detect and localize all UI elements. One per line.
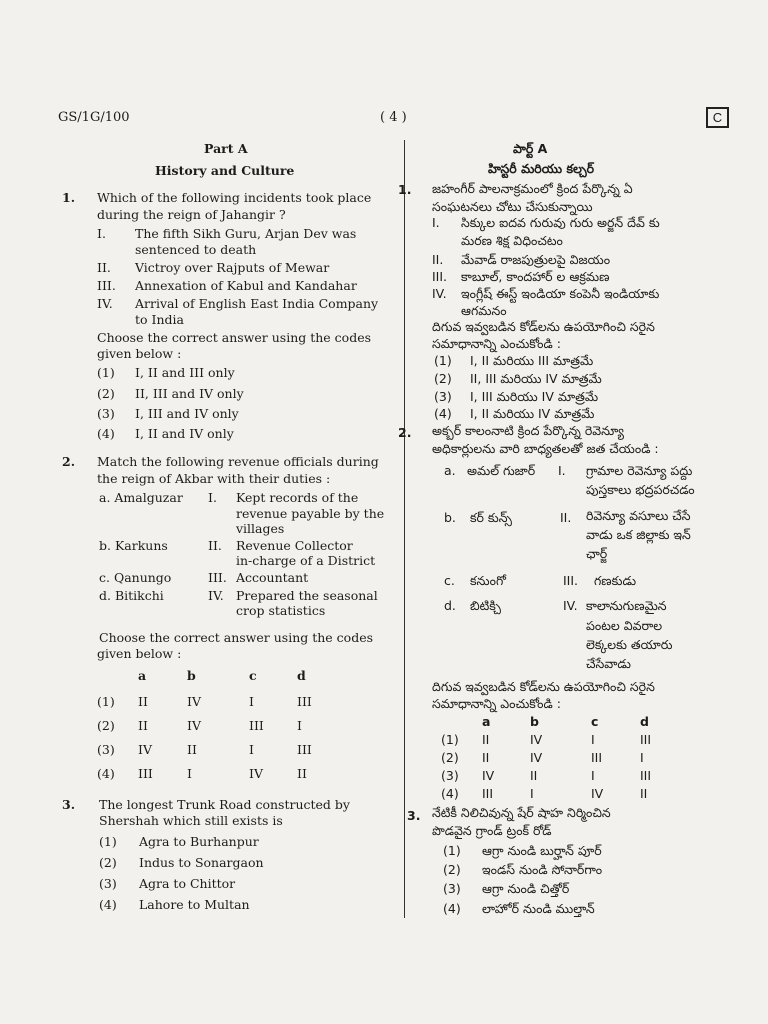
option-number[interactable]: (1)	[441, 732, 459, 747]
part-heading: పార్ట్ A	[513, 141, 548, 156]
option-number[interactable]: (4)	[97, 426, 115, 441]
match-right-text: గ్రామాల రెవెన్యూ పద్దు	[586, 463, 693, 478]
column-divider	[404, 140, 405, 918]
match-right-number: IV.	[563, 598, 578, 613]
statement-text: Victroy over Rajputs of Mewar	[135, 260, 330, 275]
match-left-item: b. Karkuns	[99, 538, 168, 553]
match-right-text: లెక్కలకు తయారు	[586, 637, 673, 652]
code-cell: II	[530, 768, 538, 783]
statement-number: I.	[97, 226, 106, 241]
match-right-number: II.	[208, 538, 222, 553]
code-cell: III	[640, 768, 652, 783]
code-cell: IV	[187, 694, 201, 709]
match-right-text: in-charge of a District	[236, 553, 376, 568]
page-number: ( 4 )	[380, 110, 407, 125]
code-cell: II	[482, 750, 490, 765]
option-number[interactable]: (2)	[434, 371, 452, 386]
code-cell: IV	[249, 766, 263, 781]
match-right-text: రివెన్యూ వసూలు చేసే	[586, 508, 691, 523]
question-text: నేటికీ నిలిచివున్న షేర్ షాహ నిర్మించిన	[432, 805, 611, 820]
option-number[interactable]: (2)	[97, 386, 115, 401]
code-cell: III	[297, 742, 312, 757]
match-right-text: చేసేవాడు	[586, 656, 631, 671]
match-right-number: I.	[558, 463, 566, 478]
code-cell: IV	[187, 718, 201, 733]
statement-text: sentenced to death	[135, 242, 257, 257]
match-right-text: revenue payable by the	[236, 506, 385, 521]
instruction-text: దిగువ ఇవ్వబడిన కోడ్‌లను ఉపయోగించి సరైన	[432, 679, 655, 694]
statement-text: ఇంగ్లీష్ ఈస్ట్ ఇండియా కంపెనీ ఇండియాకు	[461, 286, 660, 301]
option-number[interactable]: (1)	[99, 834, 117, 849]
match-left-item: కనుంగో	[470, 573, 506, 588]
code-cell: III	[138, 766, 153, 781]
question-text: the reign of Akbar with their duties :	[97, 471, 331, 486]
code-cell: I	[530, 786, 534, 801]
instruction-text: Choose the correct answer using the codes	[97, 330, 372, 345]
booklet-series-box: C	[706, 107, 729, 128]
match-left-item: అమల్ గుజార్	[467, 463, 536, 478]
question-text: అక్బర్ కాలంనాటి క్రింద పేర్కొన్న రెవెన్యూ	[432, 423, 624, 438]
question-number: 2.	[398, 425, 412, 440]
code-cell: III	[482, 786, 494, 801]
section-heading: హిస్టరీ మరియు కల్చర్	[488, 161, 595, 176]
code-cell: I	[591, 732, 595, 747]
statement-text: to India	[135, 312, 184, 327]
option-number[interactable]: (4)	[97, 766, 115, 781]
statement-text: మేవాడ్ రాజపుత్రులపై విజయం	[461, 252, 611, 267]
option-number[interactable]: (4)	[434, 406, 452, 421]
match-right-number: III.	[208, 570, 227, 585]
match-right-number: II.	[560, 510, 572, 525]
code-cell: I	[187, 766, 192, 781]
instruction-text: given below :	[97, 346, 182, 361]
option-text[interactable]: Agra to Burhanpur	[139, 834, 259, 849]
code-column-head: b	[187, 668, 196, 683]
code-column-head: b	[530, 714, 539, 729]
option-number[interactable]: (4)	[443, 901, 461, 916]
question-text: అధికార్లులను వారి బాధ్యతలతో జత చేయండి :	[432, 441, 659, 456]
code-cell: II	[138, 718, 148, 733]
option-number[interactable]: (2)	[97, 718, 115, 733]
question-text: during the reign of Jahangir ?	[97, 207, 286, 222]
code-cell: IV	[530, 732, 543, 747]
match-right-text: Prepared the seasonal	[236, 588, 378, 603]
option-text[interactable]: Lahore to Multan	[139, 897, 250, 912]
question-text: The longest Trunk Road constructed by	[99, 797, 350, 812]
code-cell: IV	[591, 786, 604, 801]
code-cell: II	[138, 694, 148, 709]
option-number[interactable]: (4)	[99, 897, 117, 912]
code-column-head: a	[482, 714, 491, 729]
code-cell: III	[249, 718, 264, 733]
instruction-text: దిగువ ఇవ్వబడిన కోడ్‌లను ఉపయోగించి సరైన	[432, 319, 655, 334]
statement-text: ఆగమనం	[461, 303, 507, 318]
code-column-head: c	[249, 668, 257, 683]
code-cell: III	[297, 694, 312, 709]
option-text[interactable]: I, II and IV only	[135, 426, 234, 441]
statement-number: II.	[97, 260, 111, 275]
code-cell: II	[640, 786, 648, 801]
match-right-text: Revenue Collector	[236, 538, 353, 553]
option-text[interactable]: II, III and IV only	[135, 386, 244, 401]
option-text[interactable]: ఆగ్రా నుండి బుర్హాన్ పూర్	[482, 843, 602, 858]
option-number[interactable]: (3)	[99, 876, 117, 891]
option-text[interactable]: Agra to Chittor	[139, 876, 236, 891]
instruction-text: సమాధానాన్ని ఎంచుకోండి :	[432, 336, 561, 351]
option-number[interactable]: (1)	[434, 353, 452, 368]
option-number[interactable]: (3)	[443, 881, 461, 896]
match-right-text: వాడు ఒక జిల్లాకు ఇన్	[586, 527, 691, 542]
statement-number: II.	[432, 252, 444, 267]
option-number[interactable]: (1)	[97, 694, 115, 709]
code-cell: I	[249, 742, 254, 757]
match-left-letter: b.	[444, 510, 456, 525]
match-right-number: I.	[208, 490, 217, 505]
question-text: పొడవైన గ్రాండ్ ట్రంక్ రోడ్	[432, 823, 552, 838]
statement-text: Arrival of English East India Company	[135, 296, 379, 311]
option-text[interactable]: I, II మరియు III మాత్రమే	[470, 353, 594, 368]
option-number[interactable]: (2)	[441, 750, 459, 765]
statement-text: కాబూల్, కాందహార్ ల ఆక్రమణ	[461, 269, 610, 284]
code-cell: I	[640, 750, 644, 765]
match-left-item: c. Qanungo	[99, 570, 172, 585]
code-column-head: a	[138, 668, 147, 683]
question-number: 3.	[62, 797, 76, 812]
code-cell: II	[297, 766, 307, 781]
code-cell: II	[187, 742, 197, 757]
match-right-text: Accountant	[236, 570, 309, 585]
option-text[interactable]: I, III and IV only	[135, 406, 239, 421]
option-text[interactable]: ఆగ్రా నుండి చిత్తోర్	[482, 881, 570, 896]
match-right-number: III.	[563, 573, 579, 588]
statement-number: III.	[97, 278, 116, 293]
match-right-text: పంటల వివరాల	[586, 618, 663, 633]
match-left-item: a. Amalguzar	[99, 490, 183, 505]
match-right-text: కాలానుగుణమైన	[586, 598, 667, 613]
paper-code: GS/1G/100	[58, 110, 130, 125]
match-right-text: గణకుడు	[594, 573, 637, 588]
match-right-number: IV.	[208, 588, 224, 603]
option-number[interactable]: (2)	[443, 862, 461, 877]
code-column-head: c	[591, 714, 599, 729]
option-text[interactable]: Indus to Sonargaon	[139, 855, 264, 870]
match-right-text: villages	[236, 521, 285, 536]
option-text[interactable]: I, II and III only	[135, 365, 235, 380]
match-left-letter: a.	[444, 463, 456, 478]
part-heading: Part A	[204, 141, 248, 156]
option-number[interactable]: (1)	[443, 843, 461, 858]
question-text: సంఘటనలు చోటు చేసుకున్నాయి	[432, 199, 593, 214]
option-number[interactable]: (2)	[99, 855, 117, 870]
question-text: Shershah which still exists is	[99, 813, 283, 828]
match-right-text: crop statistics	[236, 603, 326, 618]
statement-text: మరణ శిక్ష విధించటం	[461, 233, 563, 248]
question-text: జహంగీర్ పాలనాక్రమంలో క్రింద పేర్కొన్న ఏ	[432, 181, 633, 196]
code-cell: IV	[138, 742, 152, 757]
match-left-letter: c.	[444, 573, 455, 588]
match-right-text: Kept records of the	[236, 490, 359, 505]
statement-number: IV.	[97, 296, 113, 311]
instruction-text: సమాధానాన్ని ఎంచుకోండి :	[432, 696, 561, 711]
option-text[interactable]: I, III మరియు IV మాత్రమే	[470, 389, 599, 404]
statement-number: III.	[432, 269, 448, 284]
statement-number: IV.	[432, 286, 447, 301]
code-cell: III	[640, 732, 652, 747]
question-number: 3.	[407, 808, 421, 823]
match-right-text: పుస్తకాలు భద్రపరచడం	[586, 482, 695, 497]
statement-text: Annexation of Kabul and Kandahar	[135, 278, 357, 293]
code-cell: I	[591, 768, 595, 783]
code-column-head: d	[297, 668, 306, 683]
match-left-item: కర్ కున్స్	[470, 510, 512, 525]
option-text[interactable]: II, III మరియు IV మాత్రమే	[470, 371, 602, 386]
question-number: 1.	[398, 182, 412, 197]
option-number[interactable]: (1)	[97, 365, 115, 380]
code-cell: II	[482, 732, 490, 747]
code-cell: I	[297, 718, 302, 733]
question-number: 1.	[62, 190, 76, 205]
option-text[interactable]: I, II మరియు IV మాత్రమే	[470, 406, 595, 421]
statement-text: సిక్కుల ఐదవ గురువు గురు అర్జన్ దేవ్ కు	[461, 215, 660, 230]
option-number[interactable]: (4)	[441, 786, 459, 801]
match-left-letter: d.	[444, 598, 456, 613]
match-right-text: ఛార్జ్	[586, 546, 608, 561]
option-number[interactable]: (3)	[97, 742, 115, 757]
code-cell: IV	[482, 768, 495, 783]
code-cell: I	[249, 694, 254, 709]
code-column-head: d	[640, 714, 649, 729]
option-text[interactable]: ఇండస్ నుండి సోనార్‌గాం	[482, 862, 603, 877]
option-number[interactable]: (3)	[434, 389, 452, 404]
option-text[interactable]: లాహోర్ నుండి ముల్తాన్	[482, 901, 595, 916]
statement-number: I.	[432, 215, 440, 230]
instruction-text: Choose the correct answer using the codes	[99, 630, 374, 645]
instruction-text: given below :	[97, 646, 182, 661]
option-number[interactable]: (3)	[97, 406, 115, 421]
match-left-item: బిటిక్చి	[470, 598, 501, 613]
question-number: 2.	[62, 454, 76, 469]
code-cell: III	[591, 750, 603, 765]
match-left-item: d. Bitikchi	[99, 588, 164, 603]
code-cell: IV	[530, 750, 543, 765]
option-number[interactable]: (3)	[441, 768, 459, 783]
statement-text: The fifth Sikh Guru, Arjan Dev was	[135, 226, 357, 241]
section-heading: History and Culture	[155, 163, 295, 178]
question-text: Match the following revenue officials during	[97, 454, 379, 469]
question-text: Which of the following incidents took place	[97, 190, 372, 205]
